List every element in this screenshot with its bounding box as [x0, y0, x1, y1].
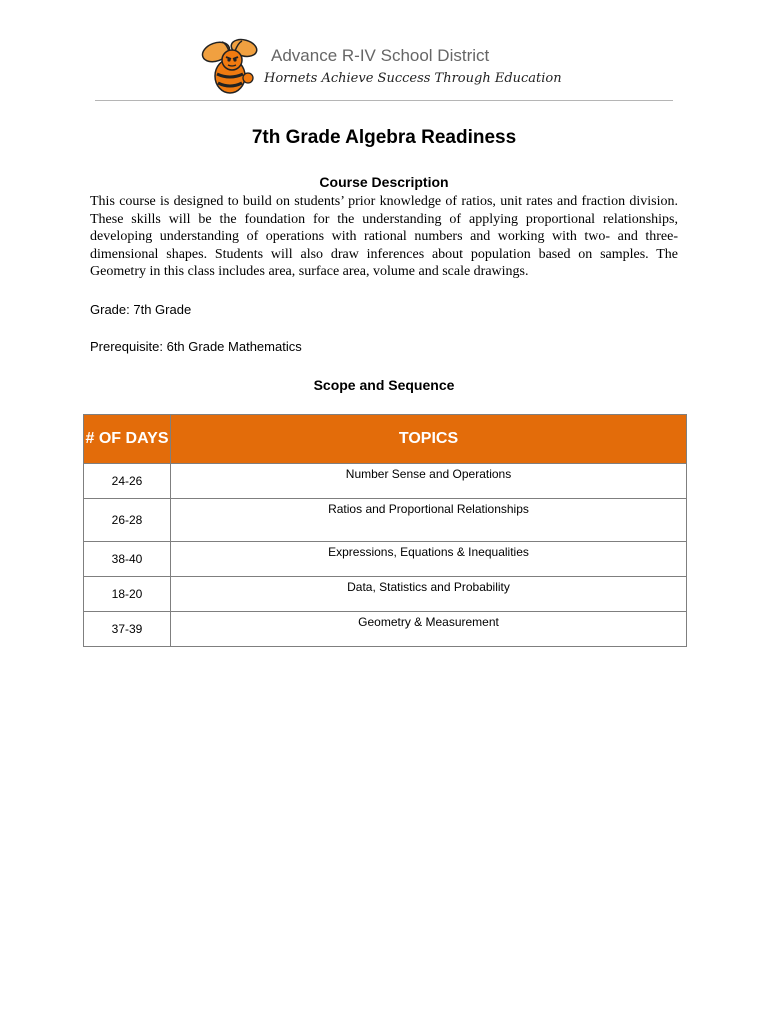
table-row — [84, 464, 687, 499]
header-divider — [95, 100, 673, 101]
days-cell: 37-39 — [84, 612, 171, 647]
topic-cell: Number Sense and Operations — [171, 464, 687, 499]
column-header-topics: TOPICS — [171, 415, 687, 464]
column-header-days: # OF DAYS — [84, 415, 171, 464]
course-description: This course is designed to build on students’ prior knowledge of ratios, unit rates and fraction division. These skills will be the foundation for the understanding of applying proportional relationships, developing understanding of operations with rational numbers and working with two- and three-dimensional shapes. Students will also draw inferences about population based on samples. The Geometry in this class includes area, surface area, volume and scale drawings. — [90, 194, 678, 279]
days-cell: 18-20 — [84, 577, 171, 612]
scope-table — [83, 414, 687, 647]
topic-cell: Geometry & Measurement — [171, 612, 687, 647]
topic-cell: Data, Statistics and Probability — [171, 577, 687, 612]
district-name: Advance R-IV School District — [271, 46, 490, 65]
topic-cell: Expressions, Equations & Inequalities — [171, 542, 687, 577]
prerequisite-line: Prerequisite: 6th Grade Mathematics — [90, 339, 302, 354]
days-cell: 24-26 — [84, 464, 171, 499]
table-row — [84, 499, 687, 542]
page-title: 7th Grade Algebra Readiness — [251, 127, 517, 148]
topic-cell: Ratios and Proportional Relationships — [171, 499, 687, 542]
page-header — [200, 36, 560, 96]
days-cell: 26-28 — [84, 499, 171, 542]
table-row — [84, 612, 687, 647]
days-cell: 38-40 — [84, 542, 171, 577]
course-description-heading: Course Description — [319, 174, 449, 190]
table-row — [84, 542, 687, 577]
grade-line: Grade: 7th Grade — [90, 302, 192, 317]
table-header-row — [84, 415, 687, 464]
hornet-mascot-icon — [200, 38, 262, 96]
district-motto: Hornets Achieve Success Through Education — [264, 71, 562, 86]
table-row — [84, 577, 687, 612]
scope-heading: Scope and Sequence — [313, 377, 455, 393]
